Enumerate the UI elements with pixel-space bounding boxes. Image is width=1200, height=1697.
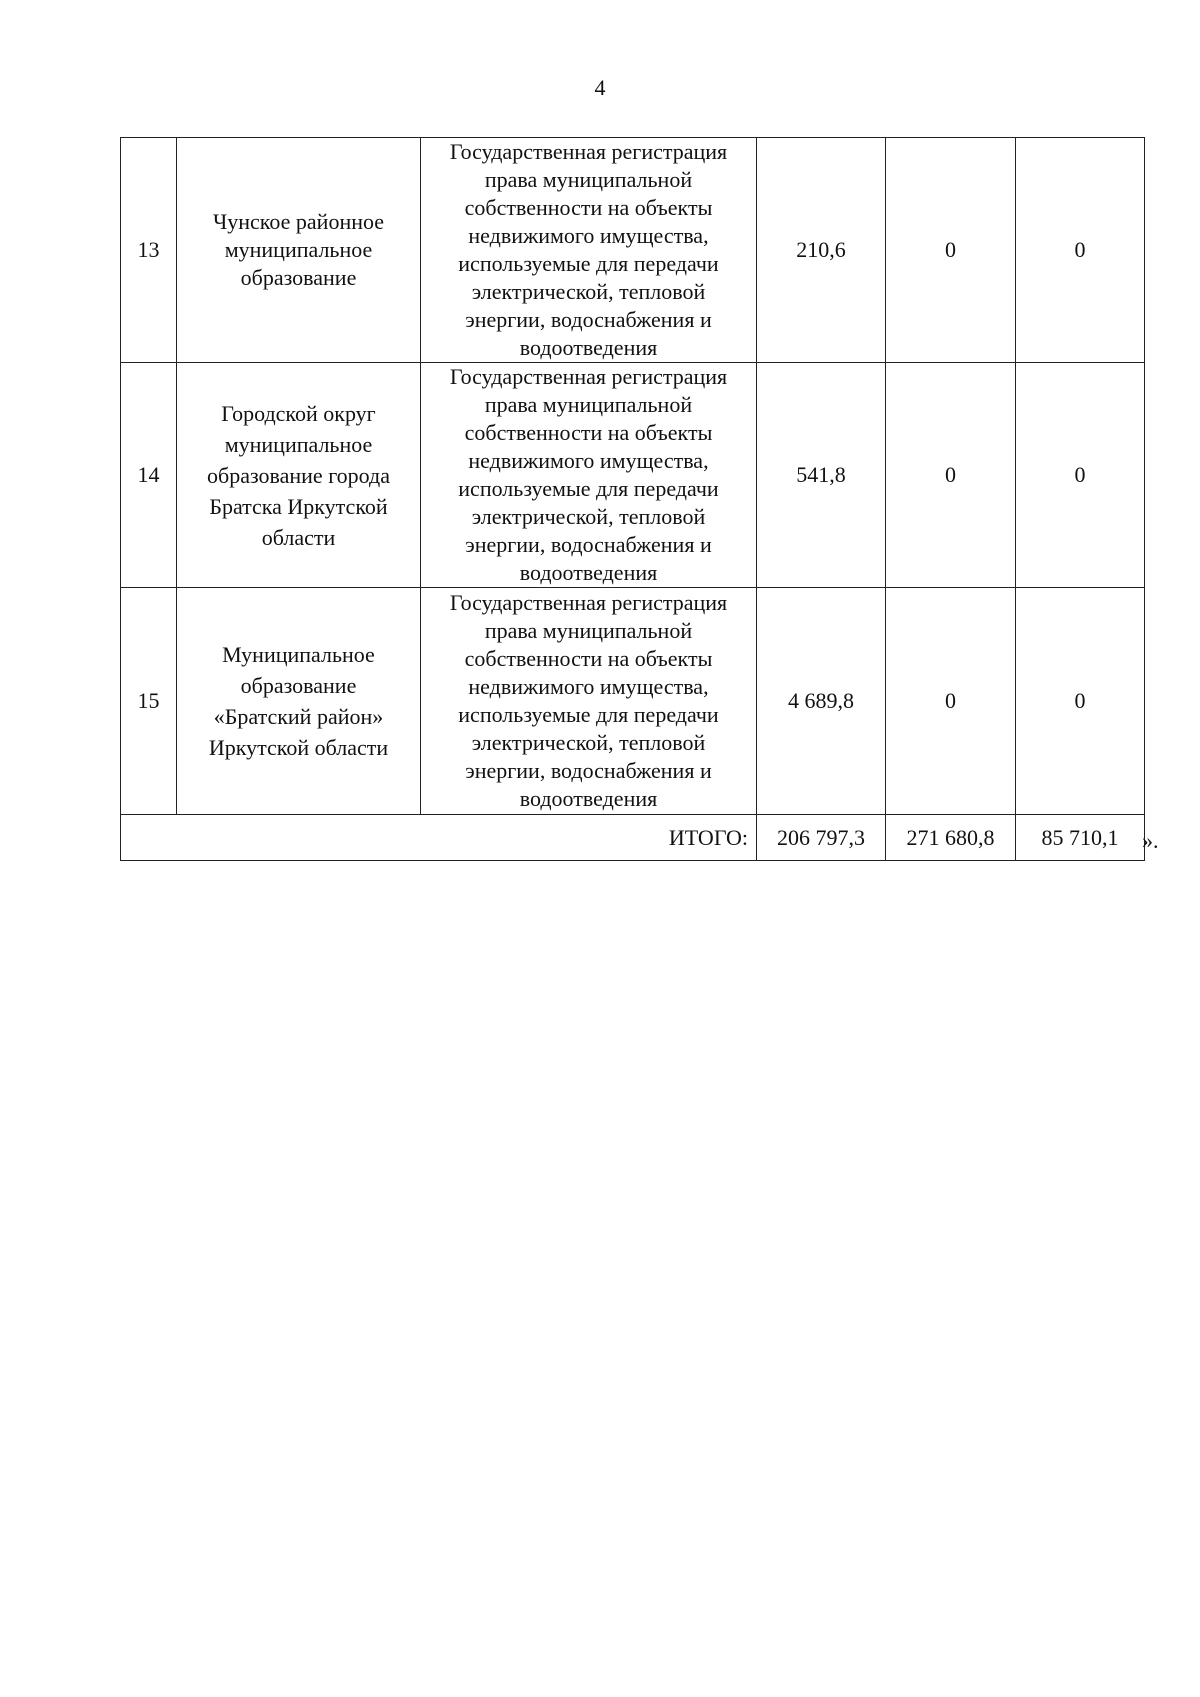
subsidy-table <box>120 137 1145 861</box>
total-row <box>121 815 1145 861</box>
row-number-cell: 14 <box>121 363 177 588</box>
table-row <box>121 588 1145 815</box>
row-number-cell: 13 <box>121 138 177 363</box>
municipality-cell: Городской округ муниципальное образование города Братска Иркутской области <box>177 363 421 588</box>
purpose-cell: Государственная регистрация права муниципальной собственности на объекты недвижимого имущества, используемые для передачи электрической, тепловой энергии, водоснабжения и водоотведения <box>421 138 757 363</box>
page-number: 4 <box>594 75 606 100</box>
amount-year3-cell: 0 <box>1016 138 1145 363</box>
total-label: ИТОГО: <box>121 815 757 861</box>
purpose-cell: Государственная регистрация права муниципальной собственности на объекты недвижимого имущества, используемые для передачи электрической, тепловой энергии, водоснабжения и водоотведения <box>421 588 757 815</box>
amount-year1-cell: 4 689,8 <box>757 588 886 815</box>
total-year2-cell: 271 680,8 <box>886 815 1016 861</box>
amount-year2-cell: 0 <box>886 588 1016 815</box>
amount-year1-cell: 541,8 <box>757 363 886 588</box>
amount-year3-cell: 0 <box>1016 588 1145 815</box>
municipality-cell: Чунское районное муниципальное образование <box>177 138 421 363</box>
amount-year2-cell: 0 <box>886 138 1016 363</box>
amount-year2-cell: 0 <box>886 363 1016 588</box>
amount-year3-cell: 0 <box>1016 363 1145 588</box>
purpose-cell: Государственная регистрация права муниципальной собственности на объекты недвижимого имущества, используемые для передачи электрической, тепловой энергии, водоснабжения и водоотведения <box>421 363 757 588</box>
municipality-cell: Муниципальное образование «Братский район» Иркутской области <box>177 588 421 815</box>
table-row <box>121 363 1145 588</box>
closing-quote: ». <box>1142 828 1159 853</box>
total-year3-cell: 85 710,1 <box>1016 815 1145 861</box>
amount-year1-cell: 210,6 <box>757 138 886 363</box>
table-row <box>121 138 1145 363</box>
total-year1-cell: 206 797,3 <box>757 815 886 861</box>
row-number-cell: 15 <box>121 588 177 815</box>
